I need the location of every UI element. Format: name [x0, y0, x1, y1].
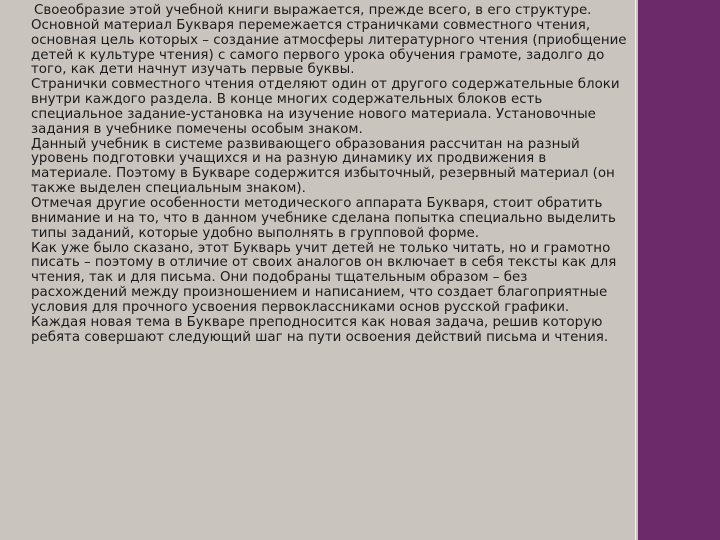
paragraph-joint-reading: Странички совместного чтения отделяют один от другого содержательные блоки внутри каждого раздела. В конце многих содержательных блоков есть специальное задание-установка на изучение нового материала. Установочные задания в учебнике помечены особым знаком.: [31, 77, 620, 137]
body-text: [31, 4, 627, 345]
divider-line: [635, 0, 636, 540]
accent-strip: [638, 0, 720, 540]
paragraph-developmental-system: Данный учебник в системе развивающего образования рассчитан на разный уровень подготовки учащихся и на разную динамику их продвижения в материале. Поэтому в Букваре содержится избыточный, резервный материал (он также выделен специальным знаком).: [31, 136, 615, 197]
paragraph-structure: Своеобразие этой учебной книги выражается, прежде всего, в его структуре. Основной материал Букваря перемежается страничками совместного чтения, основная цель которых – создание атмосферы литературного чтения (приобщение детей к культуре чтения) с самого первого урока обучения грамоте, задолго до того, как дети начнут изучать первые буквы.: [31, 3, 627, 78]
paragraph-reading-writing: Как уже было сказано, этот Букварь учит детей не только читать, но и грамотно писать – поэтому в отличие от своих аналогов он включает в себя тексты как для чтения, так и для письма. Они подобраны тщательным образом – без расхождений между произношением и написанием, что создает благоприятные условия для прочного усвоения первоклассниками основ русской графики.: [31, 240, 617, 315]
paragraph-new-topic: Каждая новая тема в Букваре преподносится как новая задача, решив которую ребята совершают следующий шаг на пути освоения действий письма и чтения.: [31, 314, 609, 345]
paragraph-group-tasks: Отмечая другие особенности методического аппарата Букваря, стоит обратить внимание и на то, что в данном учебнике сделана попытка специально выделить типы заданий, которые удобно выполнять в групповой форме.: [31, 195, 616, 241]
